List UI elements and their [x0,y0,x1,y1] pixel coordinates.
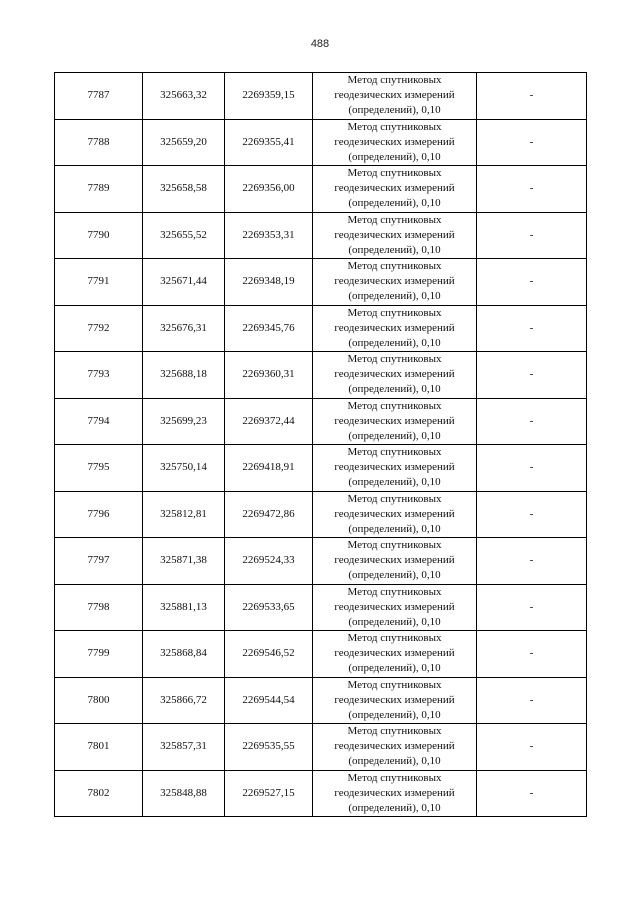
y-coordinate-cell: 2269372,44 [225,398,313,445]
note-cell: - [477,770,587,817]
method-line: Метод спутниковых [347,446,442,459]
method-line: Метод спутниковых [347,678,442,691]
method-line: (определений), 0,10 [348,429,441,442]
method-line: геодезических измерений [334,321,455,334]
y-coordinate-cell: 2269533,65 [225,584,313,631]
method-line: геодезических измерений [334,182,455,195]
y-coordinate-cell: 2269355,41 [225,119,313,166]
table-row [55,119,587,166]
point-number-cell: 7796 [55,491,143,538]
method-cell [313,166,477,213]
point-number-cell: 7802 [55,770,143,817]
table-row [55,538,587,585]
x-coordinate-cell: 325671,44 [143,259,225,306]
method-line: (определений), 0,10 [348,336,441,349]
method-line: Метод спутниковых [347,353,442,366]
note-cell: - [477,445,587,492]
note-cell: - [477,491,587,538]
method-cell [313,119,477,166]
table-row [55,631,587,678]
method-line: Метод спутниковых [347,399,442,412]
method-line: Метод спутниковых [347,167,442,180]
method-line: Метод спутниковых [347,585,442,598]
table-row [55,398,587,445]
method-cell [313,538,477,585]
method-line: геодезических измерений [334,228,455,241]
y-coordinate-cell: 2269359,15 [225,73,313,120]
method-line: геодезических измерений [334,135,455,148]
y-coordinate-cell: 2269472,86 [225,491,313,538]
method-line: геодезических измерений [334,461,455,474]
method-line: (определений), 0,10 [348,522,441,535]
method-line: геодезических измерений [334,554,455,567]
point-number-cell: 7798 [55,584,143,631]
method-line: Метод спутниковых [347,74,442,87]
method-line: Метод спутниковых [347,120,442,133]
note-cell: - [477,119,587,166]
table-row [55,584,587,631]
note-cell: - [477,724,587,771]
point-number-cell: 7792 [55,305,143,352]
x-coordinate-cell: 325871,38 [143,538,225,585]
table-row [55,212,587,259]
method-line: геодезических измерений [334,368,455,381]
x-coordinate-cell: 325812,81 [143,491,225,538]
method-line: Метод спутниковых [347,539,442,552]
method-line: (определений), 0,10 [348,150,441,163]
method-line: Метод спутниковых [347,725,442,738]
method-line: (определений), 0,10 [348,476,441,489]
method-line: геодезических измерений [334,275,455,288]
method-line: Метод спутниковых [347,632,442,645]
method-line: геодезических измерений [334,647,455,660]
y-coordinate-cell: 2269544,54 [225,677,313,724]
method-cell [313,584,477,631]
point-number-cell: 7788 [55,119,143,166]
table-row [55,445,587,492]
method-cell [313,212,477,259]
method-line: геодезических измерений [334,693,455,706]
note-cell: - [477,166,587,213]
note-cell: - [477,398,587,445]
y-coordinate-cell: 2269524,33 [225,538,313,585]
method-line: Метод спутниковых [347,306,442,319]
x-coordinate-cell: 325848,88 [143,770,225,817]
table-row [55,491,587,538]
method-line: (определений), 0,10 [348,197,441,210]
method-cell [313,677,477,724]
y-coordinate-cell: 2269348,19 [225,259,313,306]
method-line: (определений), 0,10 [348,383,441,396]
note-cell: - [477,677,587,724]
point-number-cell: 7799 [55,631,143,678]
method-cell [313,724,477,771]
note-cell: - [477,259,587,306]
method-line: Метод спутниковых [347,213,442,226]
table-row [55,770,587,817]
y-coordinate-cell: 2269418,91 [225,445,313,492]
x-coordinate-cell: 325676,31 [143,305,225,352]
note-cell: - [477,212,587,259]
method-line: (определений), 0,10 [348,755,441,768]
y-coordinate-cell: 2269527,15 [225,770,313,817]
point-number-cell: 7801 [55,724,143,771]
method-line: (определений), 0,10 [348,104,441,117]
method-cell [313,352,477,399]
method-line: (определений), 0,10 [348,662,441,675]
method-line: (определений), 0,10 [348,708,441,721]
x-coordinate-cell: 325658,58 [143,166,225,213]
y-coordinate-cell: 2269356,00 [225,166,313,213]
table-row [55,352,587,399]
method-cell [313,770,477,817]
method-line: (определений), 0,10 [348,290,441,303]
point-number-cell: 7795 [55,445,143,492]
method-line: Метод спутниковых [347,260,442,273]
x-coordinate-cell: 325868,84 [143,631,225,678]
table-row [55,73,587,120]
point-number-cell: 7793 [55,352,143,399]
point-number-cell: 7790 [55,212,143,259]
note-cell: - [477,538,587,585]
note-cell: - [477,631,587,678]
point-number-cell: 7789 [55,166,143,213]
method-cell [313,631,477,678]
method-cell [313,259,477,306]
y-coordinate-cell: 2269360,31 [225,352,313,399]
point-number-cell: 7791 [55,259,143,306]
note-cell: - [477,352,587,399]
table-row [55,305,587,352]
method-line: (определений), 0,10 [348,615,441,628]
point-number-cell: 7787 [55,73,143,120]
table-row [55,166,587,213]
method-line: геодезических измерений [334,89,455,102]
method-line: геодезических измерений [334,740,455,753]
x-coordinate-cell: 325866,72 [143,677,225,724]
y-coordinate-cell: 2269345,76 [225,305,313,352]
x-coordinate-cell: 325663,32 [143,73,225,120]
x-coordinate-cell: 325659,20 [143,119,225,166]
note-cell: - [477,305,587,352]
table-row [55,677,587,724]
x-coordinate-cell: 325688,18 [143,352,225,399]
method-line: (определений), 0,10 [348,569,441,582]
method-cell [313,398,477,445]
point-number-cell: 7794 [55,398,143,445]
point-number-cell: 7800 [55,677,143,724]
y-coordinate-cell: 2269353,31 [225,212,313,259]
method-line: Метод спутниковых [347,492,442,505]
method-cell [313,305,477,352]
method-line: геодезических измерений [334,507,455,520]
x-coordinate-cell: 325655,52 [143,212,225,259]
x-coordinate-cell: 325881,13 [143,584,225,631]
x-coordinate-cell: 325857,31 [143,724,225,771]
y-coordinate-cell: 2269546,52 [225,631,313,678]
x-coordinate-cell: 325699,23 [143,398,225,445]
method-line: Метод спутниковых [347,771,442,784]
method-cell [313,73,477,120]
method-cell [313,491,477,538]
method-line: геодезических измерений [334,786,455,799]
method-cell [313,445,477,492]
method-line: геодезических измерений [334,600,455,613]
y-coordinate-cell: 2269535,55 [225,724,313,771]
table-row [55,724,587,771]
coordinates-table [54,72,587,817]
method-line: геодезических измерений [334,414,455,427]
table-row [55,259,587,306]
method-line: (определений), 0,10 [348,243,441,256]
point-number-cell: 7797 [55,538,143,585]
note-cell: - [477,584,587,631]
page-number: 488 [310,38,330,50]
note-cell: - [477,73,587,120]
method-line: (определений), 0,10 [348,801,441,814]
x-coordinate-cell: 325750,14 [143,445,225,492]
